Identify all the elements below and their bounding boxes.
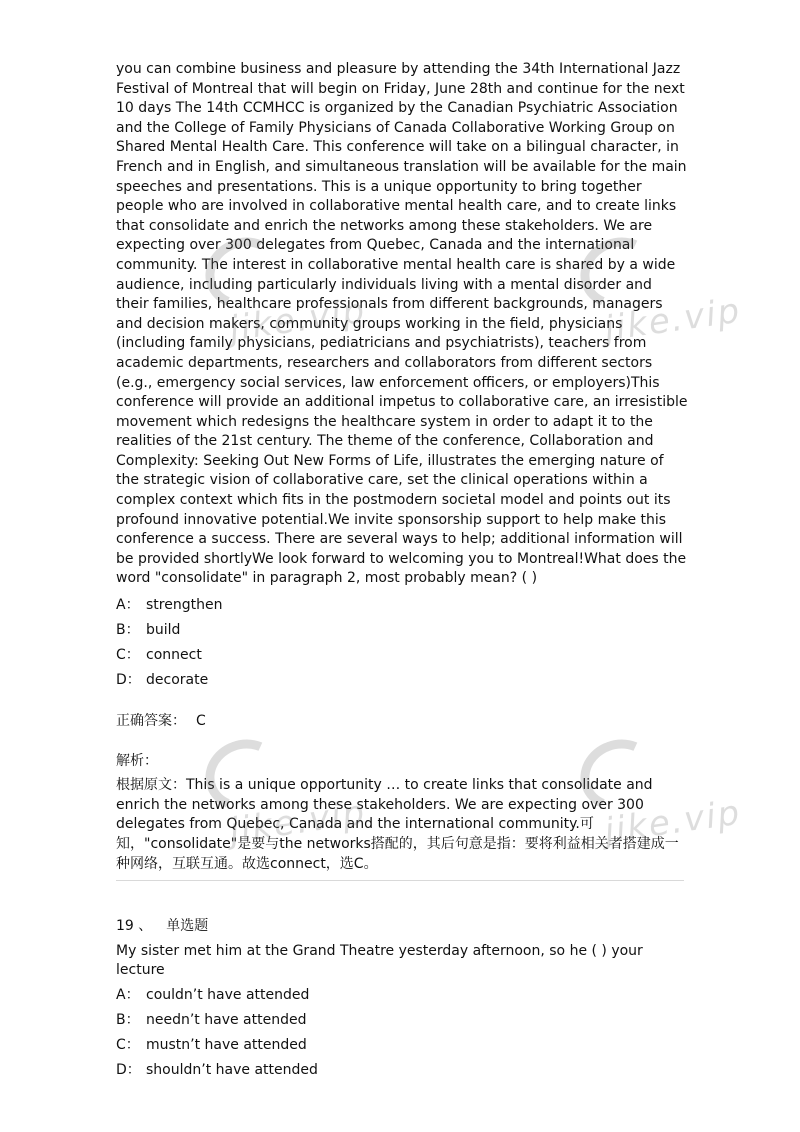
option-text: couldn’t have attended (146, 986, 310, 1003)
options-list (116, 986, 688, 1086)
option-letter: D： (116, 1061, 141, 1078)
analysis-title: 解析： (116, 752, 158, 769)
option-d[interactable] (116, 1061, 688, 1086)
option-text: build (146, 622, 181, 639)
watermark-text: jike.vip (601, 792, 744, 852)
option-c[interactable] (116, 646, 688, 671)
question-divider (116, 880, 684, 881)
option-text: decorate (146, 672, 209, 689)
analysis-body: 根据原文：This is a unique opportunity … to create links that consolidate and enrich the networks among these stakeholders. We are expecting over 300 delegates from Quebec, Canada and the international community.可知，"consolidate"是要与the networks搭配的，其后句意是指：要将利益相关者搭建成一种网络，互联互通。故选connect，选C。 (116, 777, 679, 872)
option-letter: A： (116, 986, 140, 1003)
option-text: strengthen (146, 597, 223, 614)
option-d[interactable] (116, 671, 688, 696)
question-stem: My sister met him at the Grand Theatre yesterday afternoon, so he ( ) your lecture (116, 942, 643, 979)
question-19-block (116, 917, 688, 1086)
question-header (116, 917, 688, 937)
watermark-text: jike.vip (226, 290, 369, 350)
option-text: shouldn’t have attended (146, 1061, 318, 1078)
watermark-text: jike.vip (601, 290, 744, 350)
watermark-text: jike.vip (226, 792, 369, 852)
question-18-block (116, 60, 688, 874)
option-text: mustn’t have attended (146, 1036, 307, 1053)
answer-label: 正确答案： (116, 713, 186, 730)
option-letter: D： (116, 672, 141, 689)
option-letter: C： (116, 1036, 140, 1053)
option-letter: B： (116, 1011, 140, 1028)
option-text: needn’t have attended (146, 1011, 307, 1028)
question-number: 19 、 (116, 918, 153, 934)
option-b[interactable] (116, 621, 688, 646)
option-text: connect (146, 647, 202, 664)
option-b[interactable] (116, 1011, 688, 1036)
options-list (116, 596, 688, 696)
option-letter: B： (116, 622, 140, 639)
answer-value: C (196, 713, 206, 730)
correct-answer (116, 712, 688, 732)
question-type: 单选题 (166, 918, 209, 934)
reading-passage: you can combine business and pleasure by attending the 34th International Jazz Festival of Montreal that will begin on Friday, June 28th and continue for the next 10 days The 14th CCMHCC is organized by the Canadian Psychiatric Association and the College of Family Physicians of Canada Collaborative Working Group on Shared Mental Health Care. This conference will take on a bilingual character, in French and in English, and simultaneous translation will be available for the main speeches and presentations. This is a unique opportunity to bring together people who are involved in collaborative mental health care, and to create links that consolidate and enrich the networks among these stakeholders. We are expecting over 300 delegates from Quebec, Canada and the international community. The interest in collaborative mental health care is shared by a wide audience, including particularly individuals living with a mental disorder and their families, healthcare professionals from different backgrounds, managers and decision makers, community groups working in the field, physicians (including family physicians, pediatricians and psychiatrists), teachers from academic departments, researchers and collaborators from different sectors (e.g., emergency social services, law enforcement officers, or employers)This conference will provide an additional impetus to collaborative care, an irresistible movement which redesigns the healthcare system in order to adapt it to the realities of the 21st century. The theme of the conference, Collaboration and Complexity: Seeking Out New Forms of Life, illustrates the emerging nature of the strategic vision of collaborative care, set the clinical operations within a complex context which fits in the postmodern societal model and points out its profound innovative potential.We invite sponsorship support to help make this conference a success. There are several ways to help; additional information will be provided shortlyWe look forward to welcoming you to Montreal!What does the word "consolidate" in paragraph 2, most probably mean? ( ) (116, 61, 688, 587)
option-c[interactable] (116, 1036, 688, 1061)
option-letter: C： (116, 647, 140, 664)
option-a[interactable] (116, 596, 688, 621)
option-a[interactable] (116, 986, 688, 1011)
option-letter: A： (116, 597, 140, 614)
